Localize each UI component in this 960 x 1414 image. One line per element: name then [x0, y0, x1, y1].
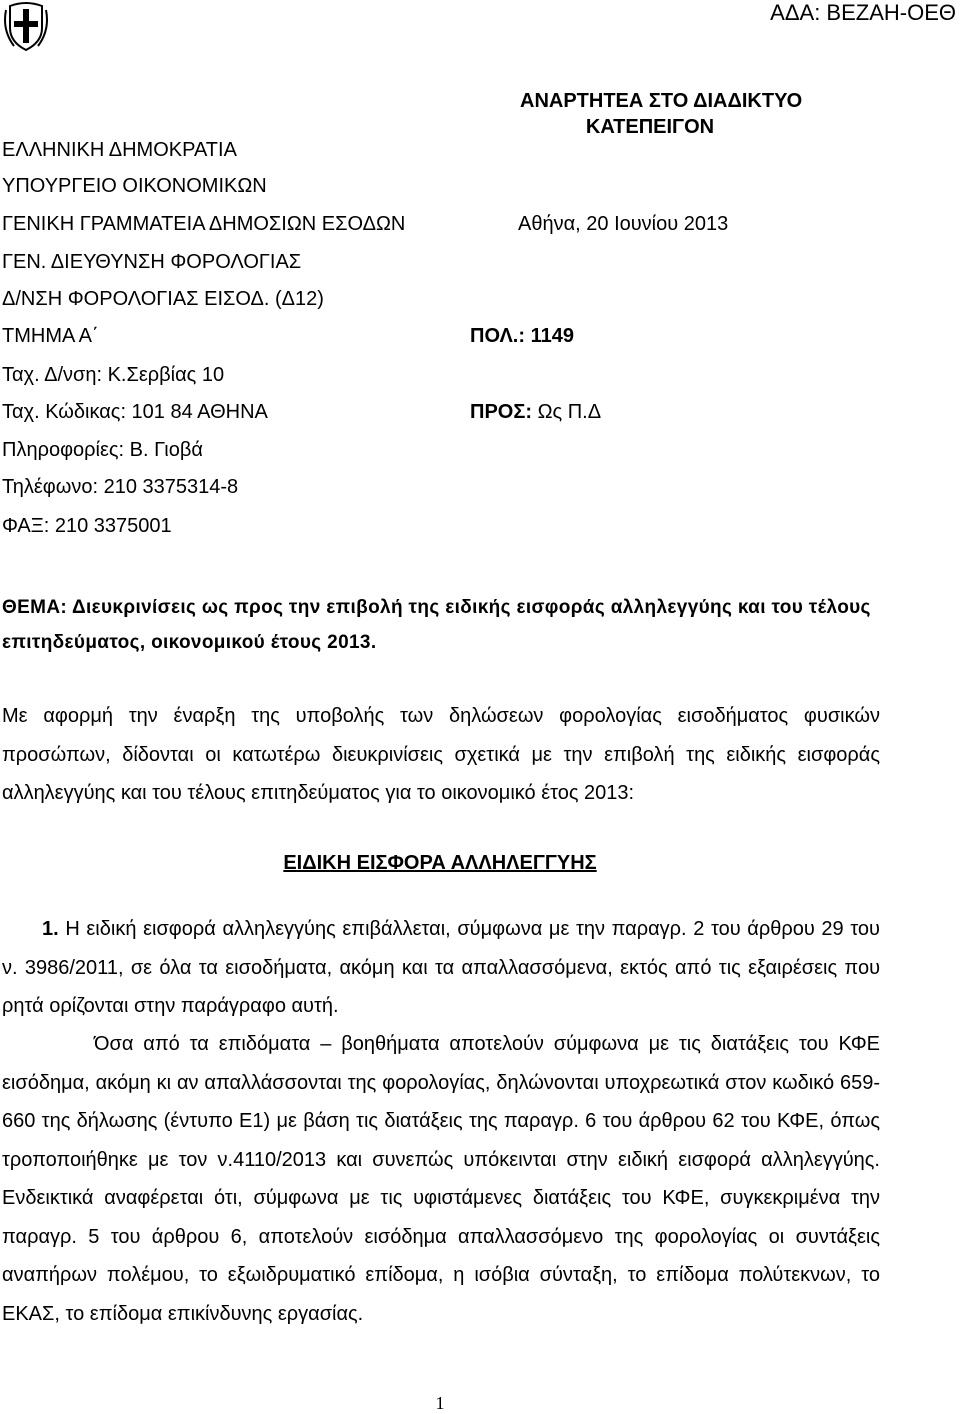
status-urgent: ΚΑΤΕΠΕΙΓΟΝ: [585, 116, 715, 138]
item-1-number: 1.: [42, 918, 59, 940]
paragraph-2: Όσα από τα επιδόματα – βοηθήματα αποτελούν σύμφωνα με τις διατάξεις του ΚΦΕ εισόδημα, ακόμη κι αν απαλλάσσονται της φορολογίας, δηλώνονται υποχρεωτικά στον κωδικό 659-660 της δήλωσης (έντυπο Ε1) με βάση τις διατάξεις της παραγρ. 6 του άρθρου 62 του ΚΦΕ, όπως τροποποιήθηκε με τον ν.4110/2013 και συνεπώς υπόκεινται στην ειδική εισφορά αλληλεγγύης. Ενδεικτικά αναφέρεται ότι, σύμφωνα με τις υφιστάμενες διατάξεις του ΚΦΕ, συγκεκριμένα την παραγρ. 5 του άρθρου 6, αποτελούν εισόδημα απαλλασσόμενο της φορολογίας οι συντάξεις αναπήρων πολέμου, το εξωιδρυματικό επίδομα, η ισόβια σύνταξη, το επίδομα πολύτεκνων, το ΕΚΑΣ, το επίδομα επικίνδυνης εργασίας.: [2, 1033, 880, 1325]
subject: [2, 590, 882, 660]
pol-value: : 1149: [518, 325, 574, 347]
sender-line: ΕΛΛΗΝΙΚΗ ΔΗΜΟΚΡΑΤΙΑ: [2, 139, 237, 161]
sender-line: ΓΕΝ. ΔΙΕΥΘΥΝΣΗ ΦΟΡΟΛΟΓΙΑΣ: [2, 251, 302, 273]
recipient-label: ΠΡΟΣ:: [470, 401, 533, 423]
greek-emblem-icon: [4, 0, 48, 52]
sender-line: Ταχ. Κώδικας: 101 84 ΑΘΗΝΑ: [2, 401, 268, 423]
sender-line: ΤΜΗΜΑ Α΄: [2, 325, 99, 347]
sender-line: Δ/ΝΣΗ ΦΟΡΟΛΟΓΙΑΣ ΕΙΣΟΔ. (Δ12): [2, 288, 324, 310]
sender-line: Τηλέφωνο: 210 3375314-8: [2, 476, 239, 498]
sender-line: ΓΕΝΙΚΗ ΓΡΑΜΜΑΤΕΙΑ ΔΗΜΟΣΙΩΝ ΕΣΟΔΩΝ: [2, 213, 406, 235]
pol-label: ΠΟΛ.: [470, 325, 519, 347]
section-title: ΕΙΔΙΚΗ ΕΙΣΦΟΡΑ ΑΛΛΗΛΕΓΓΥΗΣ: [283, 852, 597, 874]
item-1-paragraph: [2, 910, 880, 1026]
item-1-text: Η ειδική εισφορά αλληλεγγύης επιβάλλεται, σύμφωνα με την παραγρ. 2 του άρθρου 29 του ν. 3986/2011, σε όλα τα εισοδήματα, ακόμη και τα απαλλασσόμενα, εκτός από τις εξαιρέσεις που ρητά ορίζονται στην παράγραφο αυτή.: [2, 918, 880, 1017]
sender-line: ΥΠΟΥΡΓΕΙΟ ΟΙΚΟΝΟΜΙΚΩΝ: [2, 175, 267, 197]
sender-line: ΦΑΞ: 210 3375001: [2, 515, 172, 537]
sender-line: Ταχ. Δ/νση: Κ.Σερβίας 10: [2, 364, 225, 386]
intro-paragraph: Με αφορμή την έναρξη της υποβολής των δηλώσεων φορολογίας εισοδήματος φυσικών προσώπων, δίδονται οι κατωτέρω διευκρινίσεις σχετικά με την επιβολή της ειδικής εισφοράς αλληλεγγύης και του τέλους επιτηδεύματος για το οικονομικό έτος 2013:: [2, 705, 880, 804]
recipient-value: Ως Π.Δ: [532, 401, 602, 423]
sender-line: Πληροφορίες: Β. Γιοβά: [2, 439, 203, 461]
status-online: ΑΝΑΡΤΗΤΕΑ ΣΤΟ ΔΙΑΔΙΚΤΥΟ: [520, 90, 803, 112]
document-date: Αθήνα, 20 Ιουνίου 2013: [518, 213, 729, 235]
status-block: [520, 88, 803, 140]
subject-text: Διευκρινίσεις ως προς την επιβολή της ειδικής εισφοράς αλληλεγγύης και του τέλους επιτηδεύματος, οικονομικού έτους 2013.: [2, 597, 871, 653]
ada-code: ΑΔΑ: ΒΕΖΑΗ-ΟΕΘ: [770, 0, 956, 25]
pol-number: [470, 324, 574, 348]
page-number: 1: [435, 1393, 445, 1413]
subject-label: ΘΕΜΑ:: [2, 597, 68, 618]
recipient: [470, 400, 601, 424]
